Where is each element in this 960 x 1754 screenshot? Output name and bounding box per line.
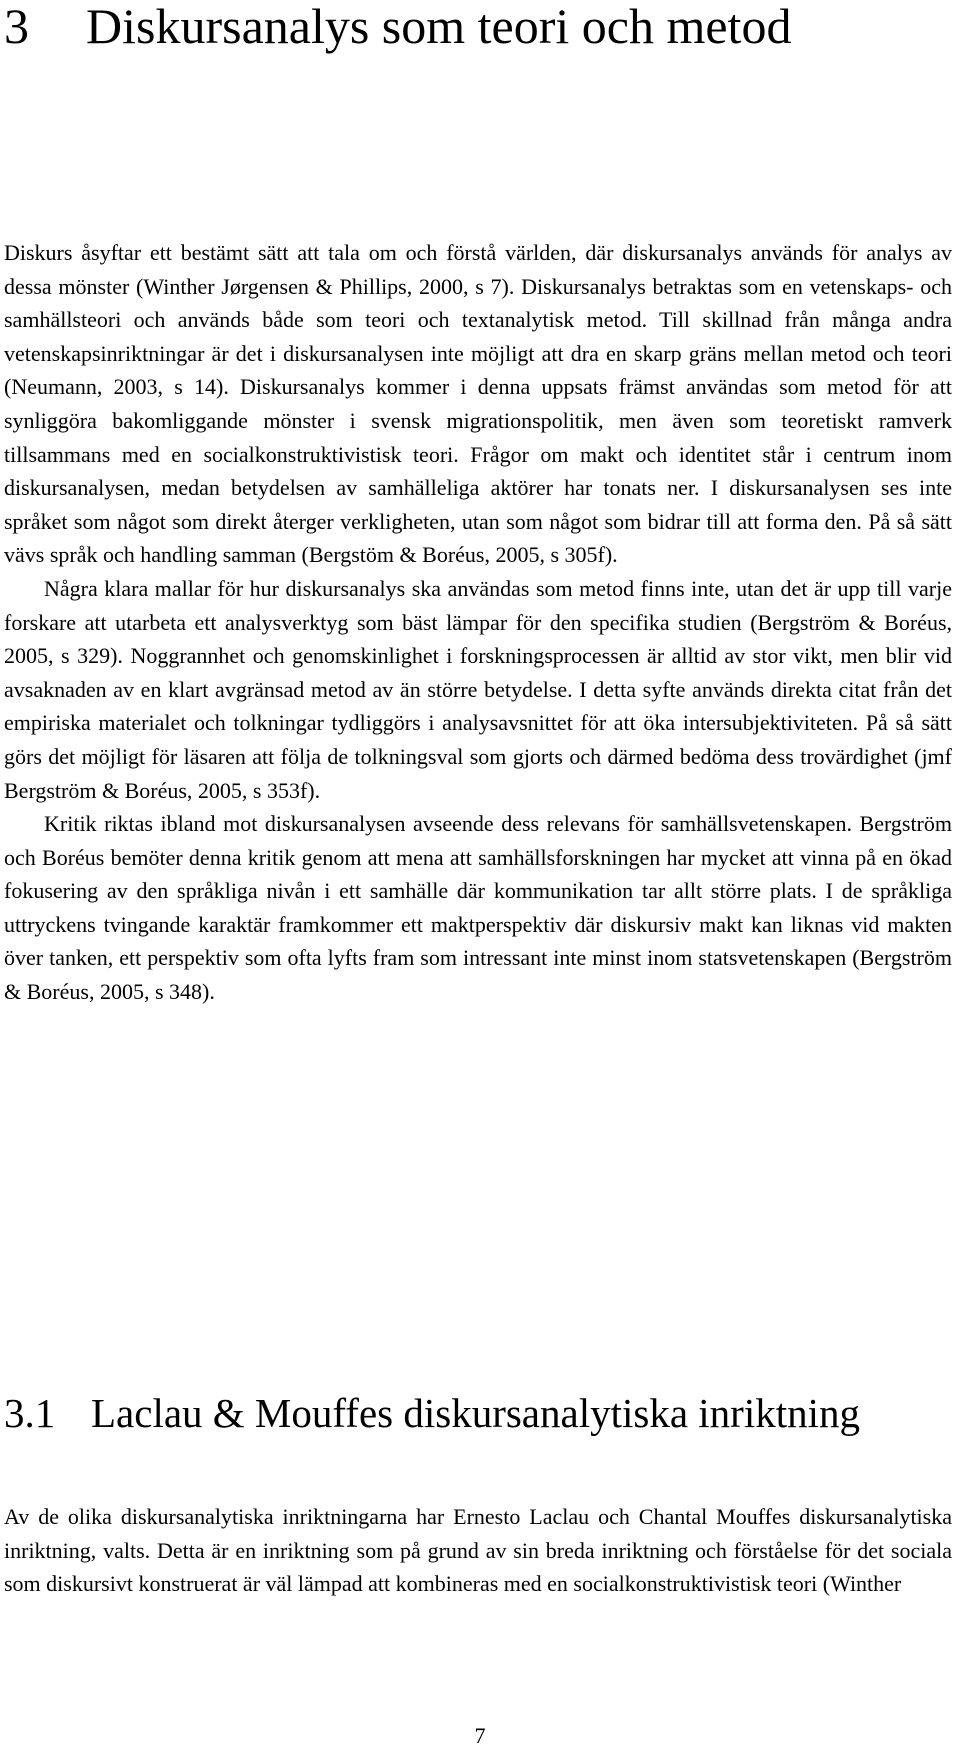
- section-heading: [4, 1386, 860, 1440]
- chapter-paragraph-1: Diskurs åsyftar ett bestämt sätt att tala om och förstå världen, där diskursanalys används för analys av dessa mönster (Winther Jørgensen & Phillips, 2000, s 7). Diskursanalys betraktas som en vetenskaps- och samhällsteori och används både som teori och textanalytisk metod. Till skillnad från många andra vetenskapsinriktningar är det i diskursanalysen inte möjligt att dra en skarp gräns mellan metod och teori (Neumann, 2003, s 14). Diskursanalys kommer i denna uppsats främst användas som metod för att synliggöra bakomliggande mönster i svensk migrationspolitik, men även som teoretiskt ramverk tillsammans med en socialkonstruktivistisk teori. Frågor om makt och identitet står i centrum inom diskursanalysen, medan betydelsen av samhälleliga aktörer har tonats ner. I diskursanalysen ses inte språket som något som direkt återger verkligheten, utan som något som bidrar till att forma den. På så sätt vävs språk och handling samman (Bergstöm & Boréus, 2005, s 305f).: [4, 240, 952, 568]
- chapter-title: Diskursanalys som teori och metod: [86, 0, 792, 54]
- chapter-paragraph-3: Kritik riktas ibland mot diskursanalysen avseende dess relevans för samhällsvetenskapen. Bergström och Boréus bemöter denna kritik genom att mena att samhällsforskningen har mycket att vinna på en ökad fokusering av den språkliga nivån i ett samhälle där kommunikation tar allt större plats. I de språkliga uttryckens tvingande karaktär framkommer ett maktperspektiv där diskursiv makt kan liknas vid makten över tanken, ett perspektiv som ofta lyfts fram som intressant inte minst inom statsvetenskapen (Bergström & Boréus, 2005, s 348).: [4, 811, 952, 1005]
- page-number: 7: [474, 1723, 486, 1748]
- chapter-number: 3: [4, 0, 29, 54]
- chapter-paragraph-2: Några klara mallar för hur diskursanalys ska användas som metod finns inte, utan det är upp till varje forskare att utarbeta ett analysverktyg som bäst lämpar för den specifika studien (Bergström & Boréus, 2005, s 329). Noggrannhet och genomskinlighet i forskningsprocessen är alltid av stor vikt, men blir vid avsaknaden av en klart avgränsad metod av än större betydelse. I detta syfte används direkta citat från det empiriska materialet och tolkningar tydliggörs i analysavsnittet för att öka intersubjektiviteten. På så sätt görs det möjligt för läsaren att följa de tolkningsval som gjorts och därmed bedöma dess trovärdighet (jmf Bergström & Boréus, 2005, s 353f).: [4, 575, 952, 803]
- chapter-heading: [4, 0, 791, 56]
- section-title: Laclau & Mouffes diskursanalytiska inriktning: [91, 1390, 860, 1436]
- section-body: [4, 1500, 952, 1601]
- section-number: 3.1: [4, 1390, 56, 1436]
- section-paragraph-1: Av de olika diskursanalytiska inriktningarna har Ernesto Laclau och Chantal Mouffes diskursanalytiska inriktning, valts. Detta är en inriktning som på grund av sin breda inriktning och förståelse för det sociala som diskursivt konstruerat är väl lämpad att kombineras med en socialkonstruktivistisk teori (Winther: [4, 1504, 952, 1597]
- chapter-body: [4, 236, 952, 1009]
